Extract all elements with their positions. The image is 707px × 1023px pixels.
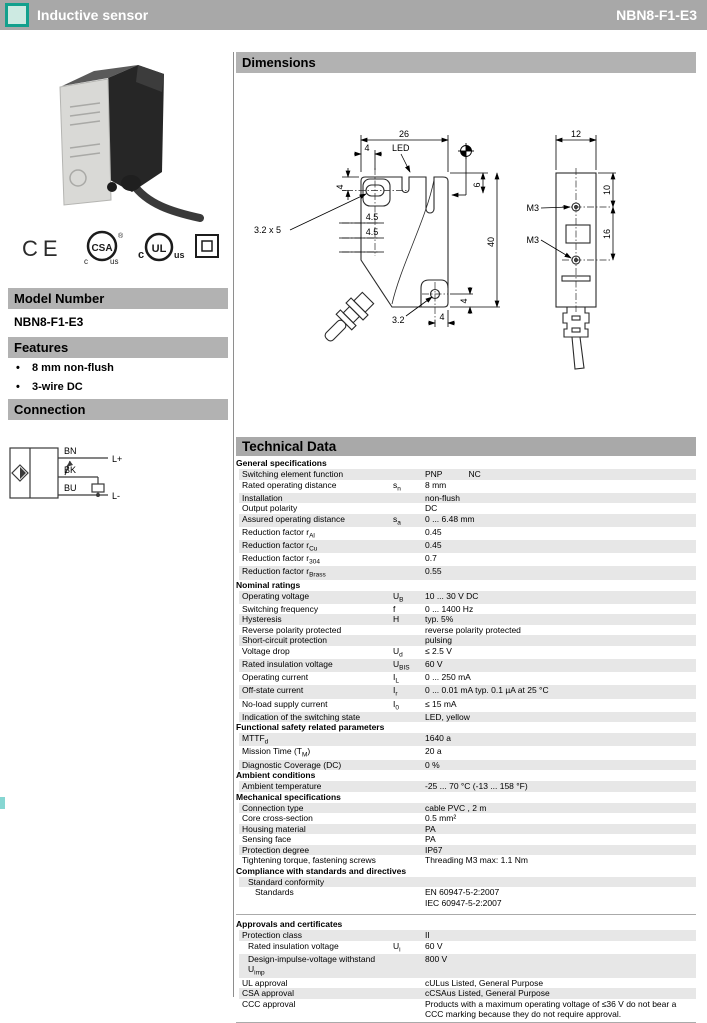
dim-hole-off-v: 4 bbox=[459, 298, 469, 304]
dim-front-slot-offset: 4 bbox=[364, 143, 370, 153]
table-row: Design-impulse-voltage withstand $U_{imp}$ 800 V bbox=[239, 954, 696, 978]
table-row: Rated insulation voltage $U_i$ 60 V bbox=[248, 940, 443, 954]
table-section-header: Functional safety related parameters bbox=[236, 722, 385, 733]
table-section-header: Nominal ratings bbox=[236, 579, 301, 590]
table-row: Standards EN 60947-5-2:2007 IEC 60947-5-2:2007 bbox=[255, 887, 502, 908]
csa-mark-icon bbox=[84, 232, 124, 266]
inductive-sensor-symbol-icon bbox=[12, 465, 28, 481]
table-row: Voltage drop $U_d$ ≤ 2.5 V bbox=[242, 645, 452, 659]
csa-c: c bbox=[84, 257, 88, 266]
dimensions-heading: Dimensions bbox=[236, 52, 696, 73]
table-row: Reduction factor $r_{Cu}$ 0.45 bbox=[239, 540, 696, 553]
dim-face-depth: 6 bbox=[472, 182, 482, 188]
model-number-value: NBN8-F1-E3 bbox=[14, 315, 84, 329]
dim-side-pitch: 16 bbox=[602, 228, 612, 240]
table-row: Mission Time $(T_M)$ 20 a bbox=[242, 746, 442, 760]
table-row: Installation non-flush bbox=[239, 493, 696, 504]
connection-heading: Connection bbox=[8, 399, 228, 420]
table-section-header: Ambient conditions bbox=[236, 770, 316, 781]
table-row: $MTTF_d$ 1640 a bbox=[239, 733, 696, 746]
feature-item: • 8 mm non-flush bbox=[14, 362, 114, 375]
ce-mark-icon bbox=[22, 236, 63, 261]
table-section-header: General specifications bbox=[236, 458, 327, 468]
column-separator bbox=[233, 52, 234, 997]
csa-us: us bbox=[110, 257, 119, 266]
hole-size-label: 3.2 bbox=[392, 315, 405, 325]
slot-size-label: 3.2 x 5 bbox=[254, 225, 282, 235]
dim-height: 40 bbox=[486, 236, 496, 248]
dimensions-drawing bbox=[236, 80, 700, 430]
ul-us: us bbox=[174, 250, 185, 260]
csa-registered: ® bbox=[118, 233, 124, 240]
table-row: Reduction factor $r_{Al}$ 0.45 bbox=[242, 526, 442, 540]
table-section-header: Mechanical specifications bbox=[236, 791, 341, 802]
table-row: No-load supply current $I_0$ ≤ 15 mA bbox=[242, 698, 457, 712]
dim-hole-off-h: 4 bbox=[439, 312, 445, 322]
dim-front-top: 4 bbox=[335, 184, 345, 190]
table-row: Tightening torque, fastening screws Threading M3 max: 1.1 Nm bbox=[242, 855, 528, 866]
technical-data-table bbox=[236, 458, 696, 1023]
table-row: Standard conformity bbox=[239, 877, 696, 888]
wire-bn-label: BN bbox=[64, 446, 77, 456]
table-row: Diagnostic Coverage (DC) 0 % bbox=[239, 760, 696, 771]
table-row: Core cross-section 0.5 mm² bbox=[242, 813, 457, 824]
dim-pitch1: 4.5 bbox=[365, 212, 379, 222]
table-section-header: Compliance with standards and directives bbox=[236, 865, 407, 876]
ul-c: c bbox=[138, 249, 145, 261]
table-row: Sensing face PA bbox=[242, 834, 436, 845]
table-row: Housing material PA bbox=[239, 824, 696, 835]
table-row: Rated operating distance $s_n$ 8 mm bbox=[242, 479, 447, 493]
dim-side-width: 12 bbox=[570, 129, 582, 139]
terminal-lplus-label: L+ bbox=[112, 454, 123, 464]
table-row: Reduction factor $r_{304}$ 0.7 bbox=[242, 553, 437, 566]
feature-item: • 3-wire DC bbox=[14, 381, 114, 394]
dim-pitch2: 4.5 bbox=[365, 227, 379, 237]
csa-label: CSA bbox=[91, 243, 113, 254]
table-row: Rated insulation voltage $U_{BIS}$ 60 V bbox=[239, 659, 696, 672]
wire-bk-label: BK bbox=[64, 465, 77, 475]
double-insulation-icon bbox=[196, 235, 218, 257]
table-row: Switching element function PNP NC bbox=[239, 469, 696, 480]
terminal-lminus-label: L- bbox=[112, 491, 121, 501]
page-edge-mark bbox=[0, 797, 5, 809]
table-row: Short-circuit protection pulsing bbox=[239, 635, 696, 646]
technical-data-heading: Technical Data bbox=[236, 437, 696, 456]
reference-target-icon bbox=[458, 143, 474, 159]
table-row: UL approval cULus Listed, General Purpose bbox=[242, 977, 544, 988]
table-row: CCC approval Products with a maximum operating voltage of ≤36 V do not bear a CCC marking because they do not require approval. bbox=[242, 998, 677, 1019]
table-row: Operating current $I_L$ 0 ... 250 mA bbox=[242, 672, 471, 685]
table-row: Reduction factor $r_{Brass}$ 0.55 bbox=[239, 566, 696, 579]
m3-bottom-label: M3 bbox=[526, 235, 539, 245]
table-row: Reverse polarity protected reverse polarity protected bbox=[242, 624, 521, 635]
brand-square-icon bbox=[5, 3, 29, 27]
table-row: Protection degree IP67 bbox=[239, 845, 696, 856]
m3-top-label: M3 bbox=[526, 203, 539, 213]
technical-data-section bbox=[236, 437, 696, 1023]
ce-label: CE bbox=[22, 236, 63, 261]
product-photo bbox=[12, 52, 217, 224]
led-label: LED bbox=[392, 143, 410, 153]
table-row: Assured operating distance $s_a$ 0 ... 6.48 mm bbox=[239, 514, 696, 527]
model-number-heading: Model Number bbox=[8, 288, 228, 309]
table-row: Operating voltage $U_B$ 10 ... 30 V DC bbox=[239, 591, 696, 604]
ul-label: UL bbox=[151, 243, 167, 255]
certification-logos bbox=[12, 226, 222, 268]
features-heading: Features bbox=[8, 337, 228, 358]
table-row: Off-state current $I_r$ 0 ... 0.01 mA typ. 0.1 µA at 25 °C bbox=[239, 685, 696, 698]
dim-side-top: 10 bbox=[602, 184, 612, 196]
table-row: Indication of the switching state LED, yellow bbox=[239, 712, 696, 723]
table-row: Connection type cable PVC , 2 m bbox=[239, 803, 696, 814]
table-row: CSA approval cCSAus Listed, General Purpose bbox=[239, 988, 696, 999]
header-model-number: NBN8-F1-E3 bbox=[616, 7, 697, 23]
table-row: Protection class II bbox=[239, 930, 696, 941]
table-row: Hysteresis H typ. 5% bbox=[239, 614, 696, 625]
table-section-header: Approvals and certificates bbox=[236, 914, 696, 930]
connection-diagram bbox=[8, 440, 228, 550]
table-row: Ambient temperature -25 ... 70 °C (-13 ... 158 °F) bbox=[239, 781, 696, 792]
dim-front-width: 26 bbox=[398, 129, 410, 139]
page-header bbox=[0, 0, 707, 30]
features-list bbox=[14, 362, 114, 400]
table-row: Switching frequency f 0 ... 1400 Hz bbox=[242, 603, 474, 614]
wire-bu-label: BU bbox=[64, 483, 77, 493]
table-row: Output polarity DC bbox=[242, 503, 438, 514]
page-title: Inductive sensor bbox=[37, 7, 149, 23]
ul-mark-icon bbox=[138, 234, 185, 261]
